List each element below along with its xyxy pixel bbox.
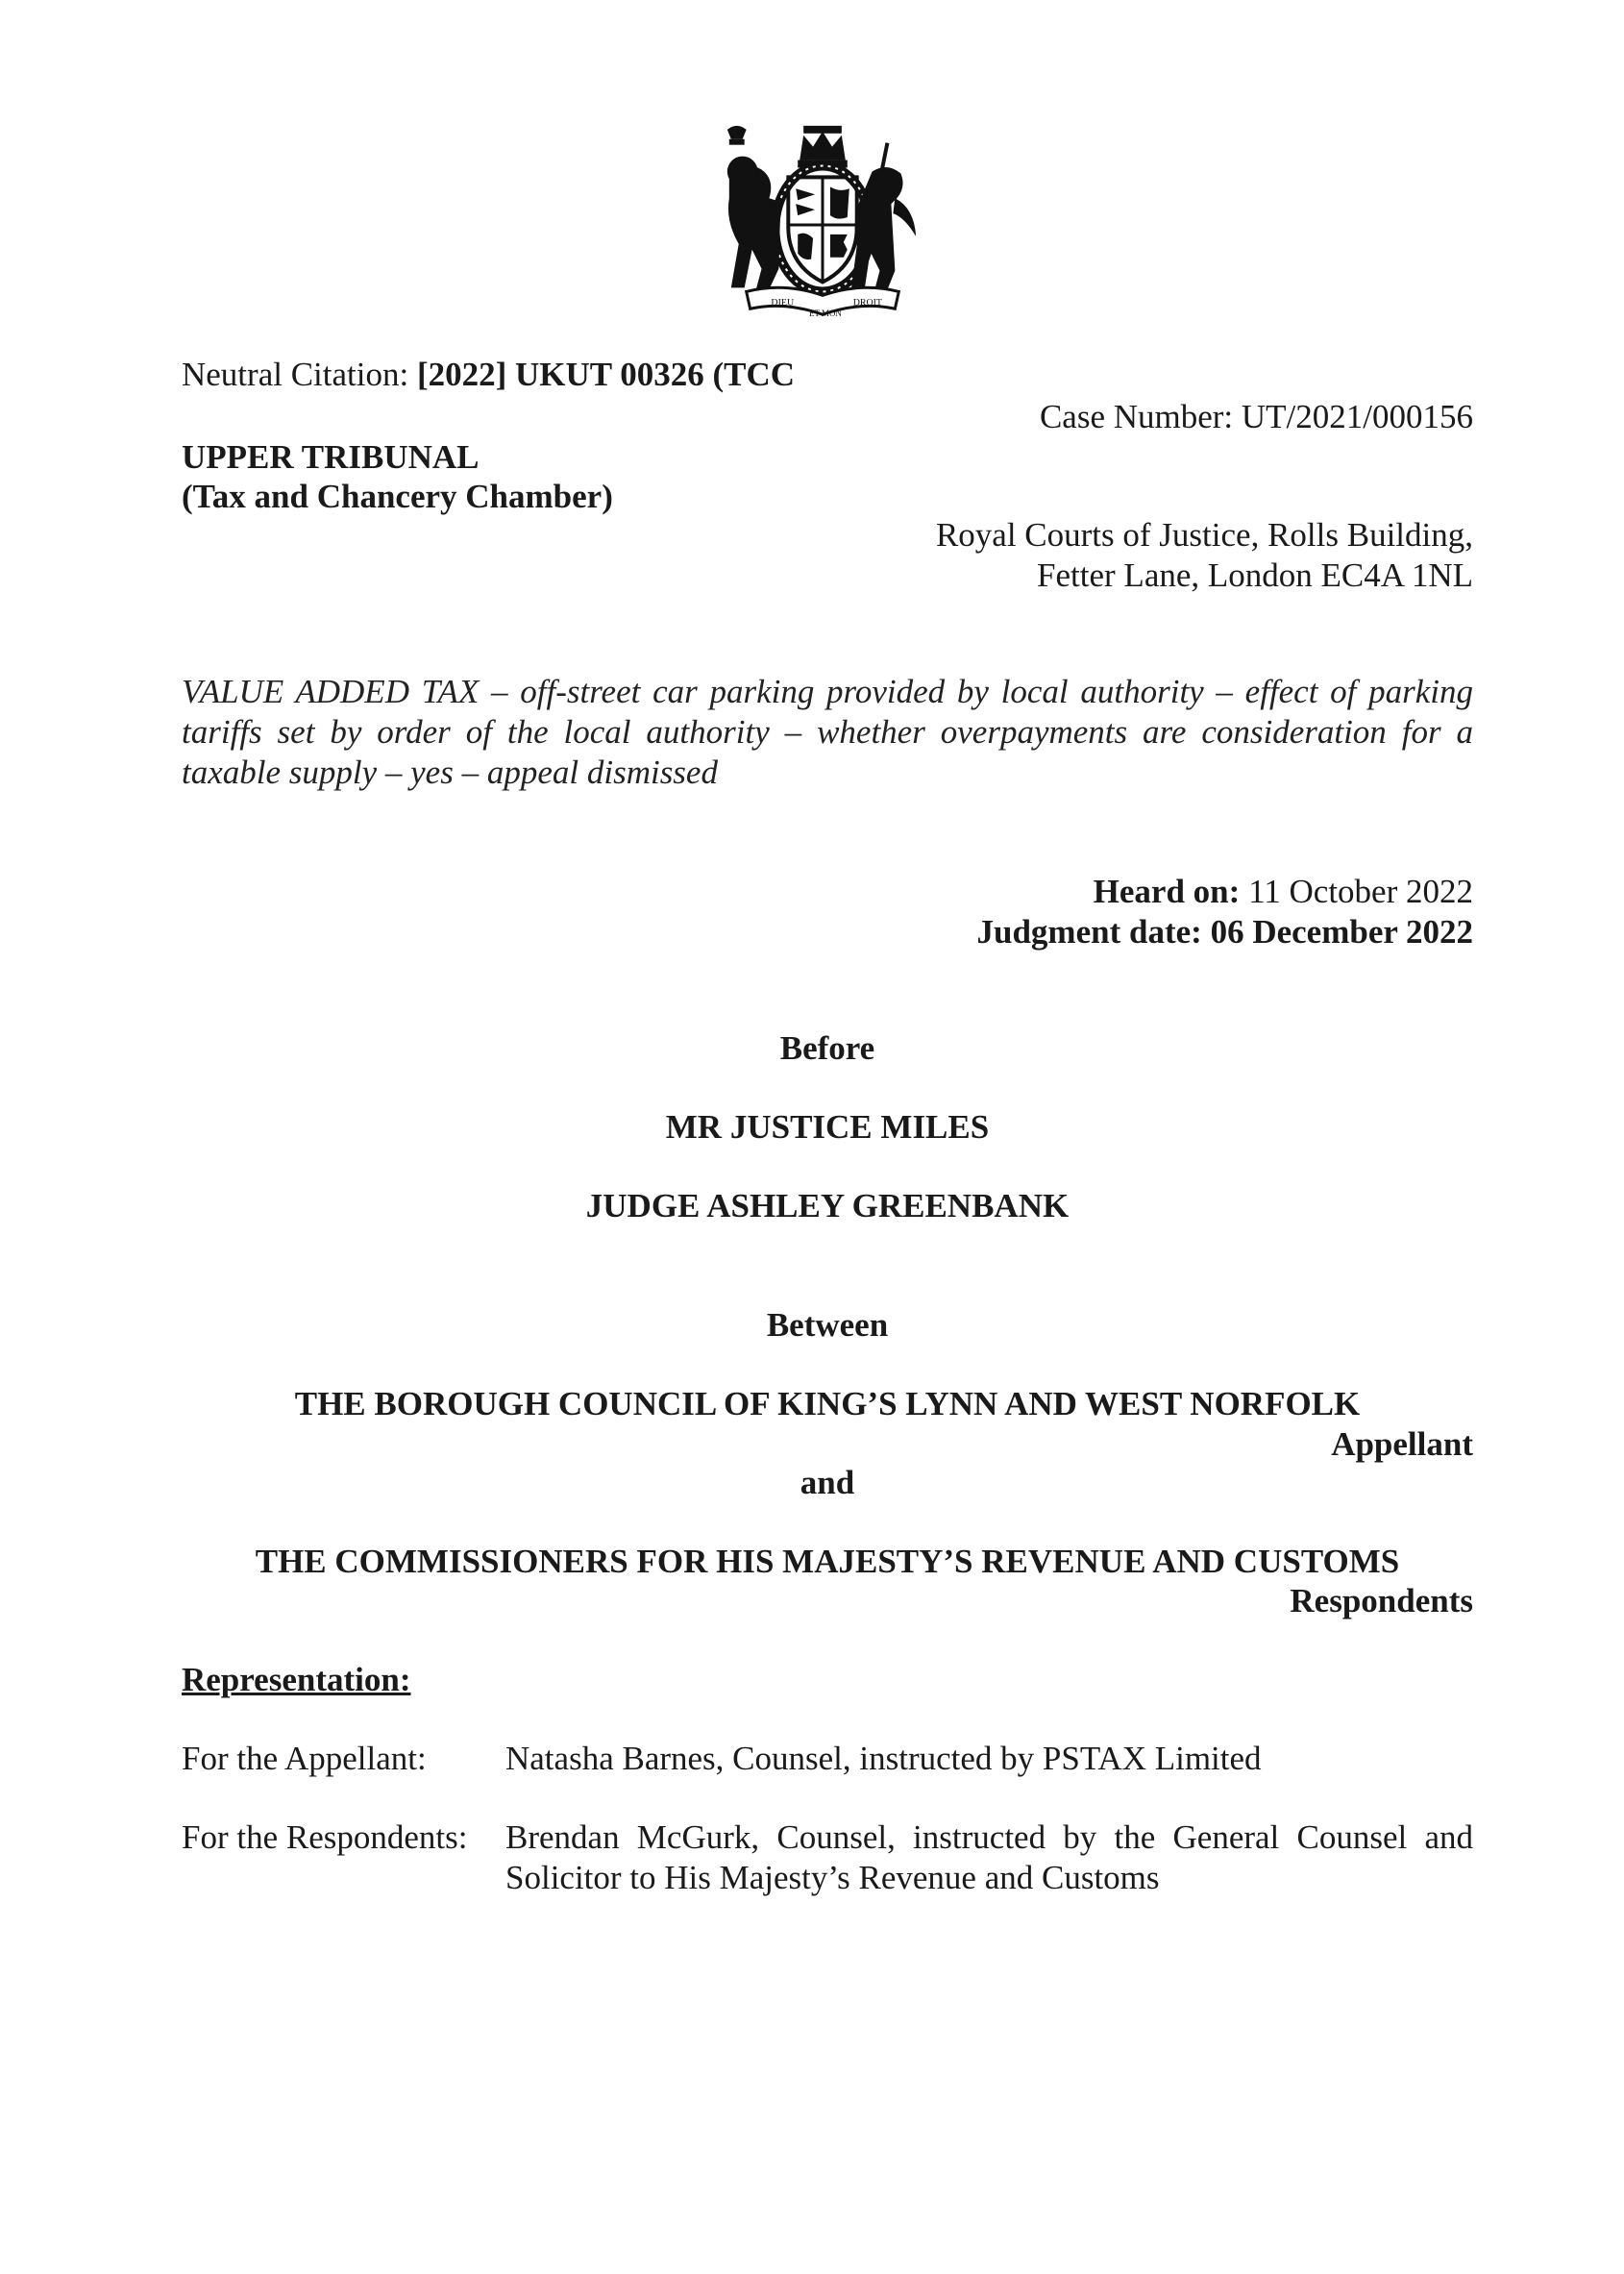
judge-name: MR JUSTICE MILES bbox=[665, 1108, 990, 1146]
respondent-representation-label: For the Respondents: bbox=[182, 1818, 468, 1856]
appellant-counsel: Natasha Barnes, Counsel, instructed by PSTAX Limited bbox=[505, 1740, 1262, 1777]
respondent-counsel: Brendan McGurk, Counsel, instructed by the General Counsel and Solicitor to His Majesty’s Revenue and Customs bbox=[505, 1818, 1473, 1896]
appellant-representation-label: For the Appellant: bbox=[182, 1740, 427, 1777]
neutral-citation-value: [2022] UKUT 00326 (TCC bbox=[416, 356, 796, 393]
tribunal-name: UPPER TRIBUNAL bbox=[182, 438, 480, 476]
heard-date-label: Heard on: bbox=[1093, 873, 1241, 910]
before-label: Before bbox=[779, 1029, 875, 1067]
between-label: Between bbox=[766, 1306, 889, 1344]
respondent-name: THE COMMISSIONERS FOR HIS MAJESTY’S REVENUE AND CUSTOMS bbox=[255, 1543, 1400, 1580]
representation-heading: Representation: bbox=[182, 1661, 411, 1698]
appellant-name: THE BOROUGH COUNCIL OF KING’S LYNN AND WEST NORFOLK bbox=[294, 1385, 1361, 1422]
tribunal-chamber: (Tax and Chancery Chamber) bbox=[182, 478, 613, 515]
case-keywords: VALUE ADDED TAX – off-street car parking provided by local authority – effect of parking tariffs set by order of the local authority – whether overpayments are consideration for a taxable supply – yes – appeal dismissed bbox=[182, 673, 1473, 791]
heard-date-value: 11 October 2022 bbox=[1248, 873, 1473, 910]
neutral-citation-label: Neutral Citation: bbox=[182, 356, 409, 393]
svg-text:ET MON: ET MON bbox=[809, 309, 842, 319]
svg-text:DROIT: DROIT bbox=[852, 297, 882, 309]
respondent-role: Respondents bbox=[1290, 1582, 1473, 1619]
judgment-date bbox=[977, 912, 1474, 952]
and-label: and bbox=[800, 1464, 855, 1501]
appellant-role: Appellant bbox=[1331, 1425, 1473, 1463]
judgment-date-value: 06 December 2022 bbox=[1210, 913, 1473, 951]
judgment-date-label: Judgment date: bbox=[976, 913, 1202, 951]
neutral-citation bbox=[182, 355, 795, 395]
royal-coat-of-arms-icon bbox=[708, 121, 937, 325]
heard-date bbox=[1094, 872, 1473, 912]
court-address-line1: Royal Courts of Justice, Rolls Building, bbox=[935, 516, 1473, 554]
judge-name: JUDGE ASHLEY GREENBANK bbox=[585, 1187, 1070, 1224]
court-address-line2: Fetter Lane, London EC4A 1NL bbox=[1037, 556, 1473, 594]
svg-text:DIEU: DIEU bbox=[771, 297, 795, 309]
case-number: Case Number: UT/2021/000156 bbox=[1039, 398, 1473, 435]
